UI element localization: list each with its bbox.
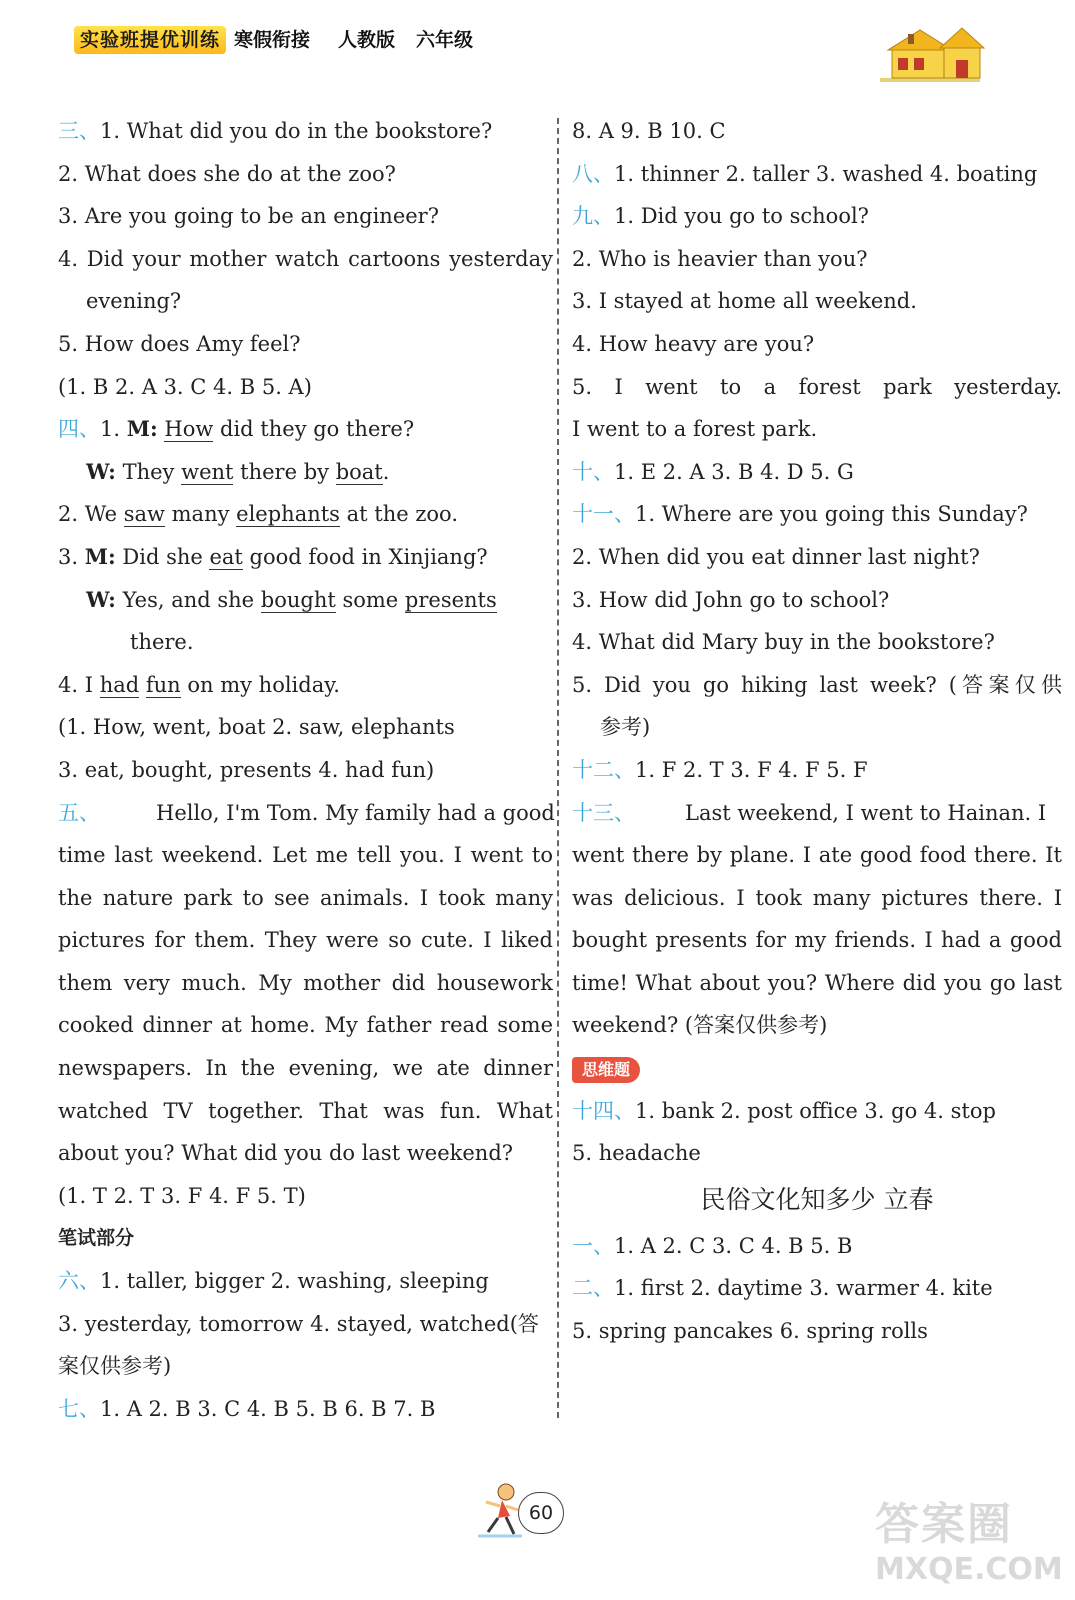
answer-line: 5. headache: [572, 1141, 701, 1166]
section-label: 十、: [572, 459, 614, 484]
answer-line: 2. Who is heavier than you?: [572, 246, 868, 271]
filled-blank: eat: [209, 544, 243, 569]
section-label: 七、: [58, 1396, 100, 1421]
section-heading-written: 笔试部分: [58, 1227, 135, 1250]
section-label: 十一、: [572, 502, 635, 527]
passage-line: weekend? (答案仅供参考): [572, 1013, 828, 1038]
passage-line: newspapers. In the evening, we ate dinner: [58, 1056, 553, 1081]
answer-text: .: [382, 459, 390, 484]
speaker-w: W:: [86, 458, 116, 484]
filled-blank: bought: [260, 587, 336, 612]
page-header: [0, 0, 1075, 90]
answer-line: 1. Did you go to school?: [614, 204, 869, 229]
answer-text: Yes, and she: [115, 587, 261, 612]
answer-text: 2. We: [58, 502, 124, 527]
watermark: [875, 1488, 1065, 1598]
speaker-m: M:: [84, 543, 116, 569]
passage-line: about you? What did you do last weekend?: [58, 1141, 514, 1166]
answer-line: 1. F 2. T 3. F 4. F 5. F: [635, 757, 868, 782]
column-divider: [557, 118, 559, 1418]
answer-line: 参考): [600, 715, 651, 740]
answer-line: 1. Where are you going this Sunday?: [635, 502, 1028, 527]
answer-line: 8. A 9. B 10. C: [572, 119, 726, 143]
answer-key: (1. T 2. T 3. F 4. F 5. T): [58, 1183, 306, 1208]
thinking-badge: 思维题: [572, 1057, 640, 1083]
page-number: 60: [518, 1492, 564, 1534]
passage-line: bought presents for my friends. I had a good: [572, 928, 1062, 953]
answer-text: many: [164, 502, 237, 527]
passage-line: watched TV together. That was fun. What: [58, 1098, 553, 1123]
answer-line: 5. spring pancakes 6. spring rolls: [572, 1319, 928, 1344]
answer-line: 2. What does she do at the zoo?: [58, 161, 396, 186]
answer-line: 4. How heavy are you?: [572, 331, 815, 356]
answer-key: (1. How, went, boat 2. saw, elephants: [58, 715, 455, 740]
answer-text: there by: [233, 459, 336, 484]
answer-key: 3. eat, bought, presents 4. had fun): [58, 757, 435, 782]
speaker-m: M:: [126, 416, 158, 442]
answer-key: (1. B 2. A 3. C 4. B 5. A): [58, 374, 312, 399]
section-label: 九、: [572, 204, 614, 229]
passage-line: them very much. My mother did housework: [58, 970, 553, 995]
answer-line: 5. I went to a forest park yesterday.: [572, 374, 1062, 399]
answer-line: 1. bank 2. post office 3. go 4. stop: [635, 1098, 996, 1123]
answer-line: 1. thinner 2. taller 3. washed 4. boating: [614, 161, 1038, 186]
answer-line: I went to a forest park.: [572, 417, 818, 442]
watermark-url: MXQE.COM: [875, 1552, 1063, 1587]
answer-text: 4. I: [58, 672, 100, 697]
answer-line: 1. taller, bigger 2. washing, sleeping: [100, 1269, 489, 1294]
watermark-title: 答案圈: [875, 1499, 1013, 1550]
section-label: 三、: [58, 119, 100, 143]
header-edition: 人教版: [338, 29, 396, 51]
right-column: [572, 110, 1062, 1353]
answer-text: [139, 673, 146, 697]
filled-blank: saw: [123, 502, 165, 527]
answer-line: 1. E 2. A 3. B 4. D 5. G: [614, 459, 854, 484]
folk-culture-title: 民俗文化知多少 立春: [700, 1184, 934, 1214]
section-label: 十三、: [572, 800, 635, 825]
section-label: 十二、: [572, 757, 635, 782]
answer-line: 3. I stayed at home all weekend.: [572, 289, 917, 314]
section-label: 八、: [572, 161, 614, 186]
header-subtitle: 寒假衔接: [234, 29, 311, 51]
left-column: [58, 110, 553, 1430]
answer-text: They: [115, 459, 182, 484]
section-label: 六、: [58, 1269, 100, 1294]
item-number: 1.: [100, 417, 127, 442]
passage-line: went there by plane. I ate good food there. It: [572, 843, 1062, 868]
answer-line: 5. How does Amy feel?: [58, 331, 301, 356]
section-label: 十四、: [572, 1098, 635, 1123]
passage-line: time last weekend. Let me tell you. I went to: [58, 843, 553, 868]
section-label: 二、: [572, 1276, 614, 1301]
answer-line: there.: [130, 630, 194, 655]
section-label: 四、: [58, 417, 100, 442]
passage-line: the nature park to see animals. I took many: [58, 885, 553, 910]
passage-line: time! What about you? Where did you go last: [572, 970, 1062, 995]
answer-line: 1. What did you do in the bookstore?: [100, 119, 493, 143]
answer-text: at the zoo.: [339, 502, 459, 527]
answer-line: 3. Are you going to be an engineer?: [58, 204, 439, 229]
answer-line: 1. A 2. C 3. C 4. B 5. B: [614, 1233, 853, 1258]
item-number: 3.: [58, 544, 85, 569]
filled-blank: boat: [335, 459, 383, 484]
answer-text: did they go there?: [213, 417, 415, 442]
answer-line: 3. How did John go to school?: [572, 587, 890, 612]
passage-line: cooked dinner at home. My father read some: [58, 1013, 553, 1038]
passage-line: was delicious. I took many pictures there. I: [572, 885, 1062, 910]
answer-line: 1. A 2. B 3. C 4. B 5. B 6. B 7. B: [100, 1396, 436, 1421]
answer-text: on my holiday.: [180, 672, 340, 697]
answer-text: some: [335, 587, 405, 612]
section-label: 一、: [572, 1233, 614, 1258]
passage-line: Hello, I'm Tom. My family had a good: [156, 800, 555, 825]
answer-line: 4. Did your mother watch cartoons yesterday: [58, 246, 553, 271]
filled-blank: fun: [145, 672, 181, 697]
answer-line: 3. yesterday, tomorrow 4. stayed, watched(答: [58, 1311, 539, 1336]
answer-line: 1. first 2. daytime 3. warmer 4. kite: [614, 1276, 993, 1301]
answer-line: 2. When did you eat dinner last night?: [572, 544, 980, 569]
filled-blank: elephants: [236, 502, 340, 527]
speaker-w: W:: [86, 586, 116, 612]
series-brand: 实验班提优训练: [74, 26, 226, 54]
filled-blank: went: [181, 459, 234, 484]
filled-blank: had: [99, 672, 140, 697]
answer-line: 5. Did you go hiking last week? (答案仅供: [572, 672, 1062, 697]
header-grade: 六年级: [416, 29, 474, 51]
answer-line: 案仅供参考): [58, 1354, 172, 1379]
passage-line: pictures for them. They were so cute. I liked: [58, 928, 553, 953]
passage-line: Last weekend, I went to Hainan. I: [685, 800, 1047, 825]
answer-line: evening?: [86, 289, 182, 314]
house-icon: [880, 20, 1000, 84]
filled-blank: How: [164, 417, 214, 442]
section-label: 五、: [58, 800, 100, 825]
answer-line: 4. What did Mary buy in the bookstore?: [572, 630, 995, 655]
answer-text: Did she: [115, 544, 210, 569]
answer-text: good food in Xinjiang?: [242, 544, 488, 569]
filled-blank: presents: [404, 587, 497, 612]
